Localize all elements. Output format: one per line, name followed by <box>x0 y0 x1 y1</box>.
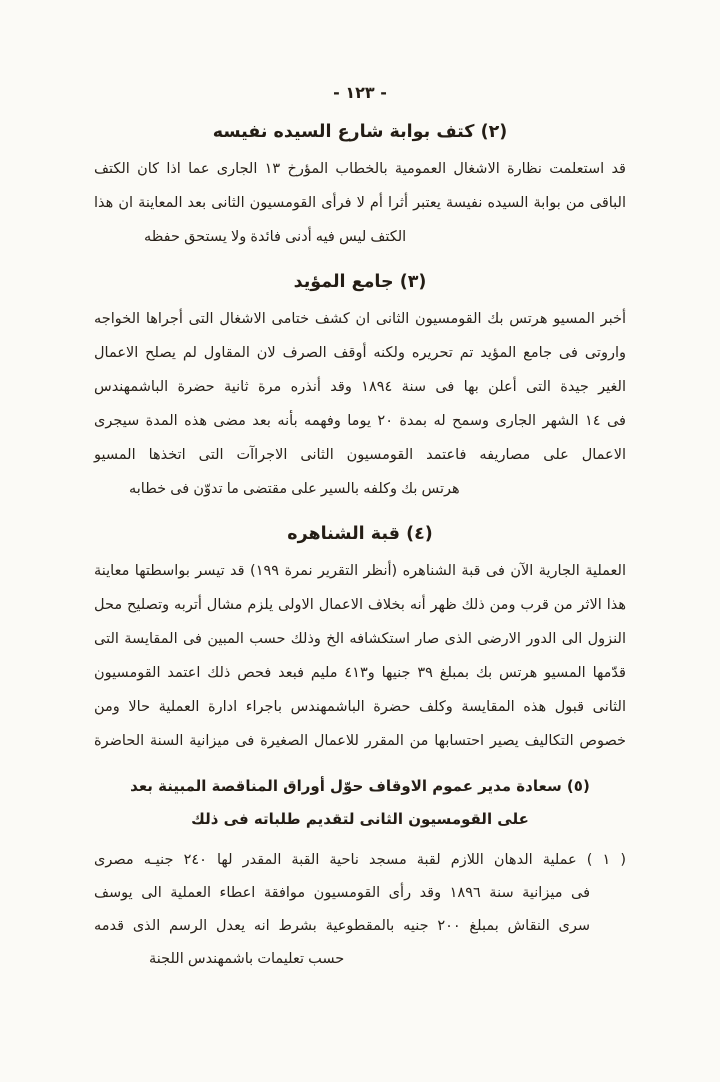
text-line: سرى النقاش بمبلغ ٢٠٠ جنيه بالمقطوعية بشرط انه يعدل الرسم الذى قدمه <box>94 918 590 934</box>
text-line: الكتف ليس فيه أدنى فائدة ولا يستحق حفظه <box>144 229 407 245</box>
page-content <box>94 0 626 976</box>
text-line: الباقى من بوابة السيده نفيسة يعتبر أثرا أم لا فرأى القومسيون الثانى بعد المعاينة ان هذا <box>94 195 626 211</box>
section-4-paragraph <box>94 554 626 758</box>
section-4-heading: (٤) قبة الشناهره <box>287 524 433 544</box>
text-line: قد استعلمت نظارة الاشغال العمومية بالخطاب المؤرخ ١٣ الجارى عما اذا كان الكتف <box>94 161 626 177</box>
text-line: حسب تعليمات باشمهندس اللجنة <box>149 951 345 967</box>
item-1-line-1: عملية الدهان اللازم لقبة مسجد ناحية القبة المقدر لها ٢٤٠ جنيـه مصرى <box>94 852 577 868</box>
item-1-marker: ( ١ ) <box>586 852 626 868</box>
section-5-heading <box>94 770 626 836</box>
text-line: فى ميزانية سنة ١٨٩٦ وقد رأى القومسيون موافقة اعطاء العملية الى يوسف <box>94 885 591 901</box>
page-number: - ١٢٣ - <box>333 83 387 102</box>
section-5-heading-line-2: على القومسيون الثانى لتقديم طلباته فى ذلك <box>191 810 529 828</box>
text-line: الثانى قبول هذه المقايسة وكلف حضرة الباشمهندس باجراء ادارة العملية حالا ومن <box>94 699 626 715</box>
text-line <box>94 844 626 877</box>
text-line: قدّمها المسيو هرتس بك بمبلغ ٣٩ جنيها و٤١٣ مليم فبعد فحص ذلك اعتمد القومسيون <box>94 665 626 681</box>
text-line: فى ١٤ الشهر الجارى وسمح له بمدة ٢٠ يوما وفهمه بأنه بعد مضى هذه المدة سيجرى <box>94 413 626 429</box>
section-2-heading: (٢) كتف بوابة شارع السيده نفيسه <box>212 122 508 142</box>
text-line: واروتى فى جامع المؤيد تم تحريره ولكنه أوقف الصرف لان المقاول لم يصلح الاعمال <box>94 345 626 361</box>
text-line: العملية الجارية الآن فى قبة الشناهره (أنظر التقرير نمرة ١٩٩) قد تيسر بواسطتها معاينة <box>94 563 626 579</box>
section-5-heading-line-1: (٥) سعادة مدير عموم الاوقاف حوّل أوراق المناقصة المبينة بعد <box>130 777 590 795</box>
text-line: النزول الى الدور الارضى الذى صار استكشافه الخ وذلك حسب المبين فى المقايسة التى <box>94 631 626 647</box>
text-line: الاعمال على مصاريفه فاعتمد القومسيون الثانى الاجراآت التى اتخذها المسيو <box>94 447 626 463</box>
text-line: هذا الاثر من قرب ومن ذلك ظهر أنه بخلاف الاعمال الاولى يلزم مشال أتربه وتصليح محل <box>94 597 626 613</box>
section-3-paragraph <box>94 302 626 506</box>
text-line: الغير جيدة التى أعلن بها فى سنة ١٨٩٤ وقد أنذره مرة ثانية حضرة الباشمهندس <box>94 379 626 395</box>
text-line: خصوص التكاليف يصير احتسابها من المقرر للاعمال الصغيرة فى ميزانية السنة الحاضرة <box>94 733 626 749</box>
section-5-item-1 <box>94 844 626 976</box>
section-2-paragraph <box>94 152 626 254</box>
text-line: أخبر المسيو هرتس بك القومسيون الثانى ان كشف ختامى الاشغال التى أجراها الخواجه <box>94 311 626 327</box>
text-line: هرتس بك وكلفه بالسير على مقتضى ما تدوّن فى خطابه <box>129 481 460 497</box>
section-3-heading: (٣) جامع المؤيد <box>293 272 427 292</box>
